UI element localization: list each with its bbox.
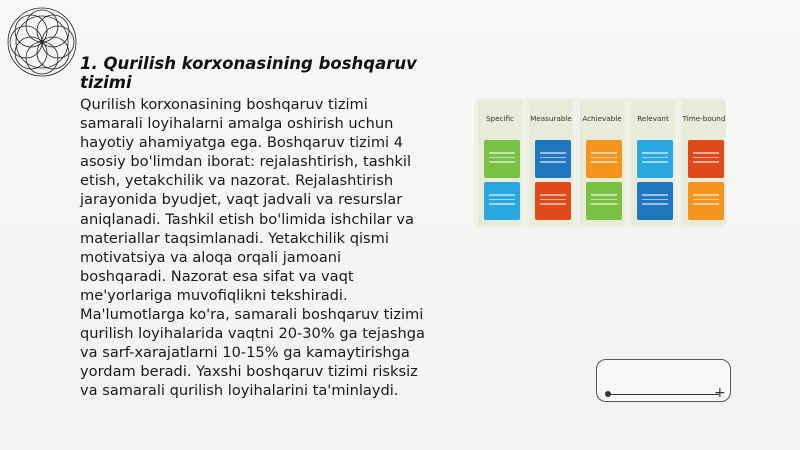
- smart-tile: [586, 140, 622, 178]
- timeline-start-dot: [605, 391, 611, 397]
- timeline-end-plus-icon: +: [714, 385, 726, 401]
- timeline-line: [609, 394, 719, 395]
- smart-column-label: Achievable: [582, 114, 622, 123]
- smart-column-label: Specific: [486, 114, 514, 123]
- smart-column: [682, 100, 726, 225]
- smart-tile: [484, 140, 520, 178]
- smart-tile: [688, 140, 724, 178]
- slide-body-text: Qurilish korxonasining boshqaruv tizimi samarali loyihalarni amalga oshirish uchun hayotiy ahamiyatga ega. Boshqaruv tizimi 4 asosiy bo'limdan iborat: rejalashtirish, tashkil etish, yetakchilik va nazorat. Rejalashtirish jarayonida byudjet, vaqt jadvali va resurslar aniqlanadi. Tashkil etish bo'limida ishchilar va materiallar taqsimlanadi. Yetakchilik qismi motivatsiya va aloqa orqali jamoani boshqaradi. Nazorat esa sifat va vaqt me'yorlariga muvofiqlikni tekshiradi. Ma'lumotlarga ko'ra, samarali boshqaruv tizimi qurilish loyihalarida vaqtni 20-30% ga tejashga va sarf-xarajatlarni 10-15% ga kamaytirishga yordam beradi. Yaxshi boshqaruv tizimi risksiz va samarali qurilish loyihalarini ta'minlaydi.: [80, 96, 425, 400]
- smart-goals-graphic: [474, 98, 724, 228]
- slide-title: 1. Qurilish korxonasining boshqaruv tizimi: [80, 54, 417, 92]
- smart-tile: [535, 182, 571, 220]
- smart-column: [529, 100, 573, 225]
- smart-column: [478, 100, 522, 225]
- smart-tile: [586, 182, 622, 220]
- smart-column: [631, 100, 675, 225]
- smart-column-label: Time-bound: [682, 114, 726, 123]
- smart-column: [580, 100, 624, 225]
- timeline-widget: [596, 359, 731, 402]
- smart-tile: [688, 182, 724, 220]
- smart-tile: [637, 140, 673, 178]
- smart-column-label: Measurable: [530, 114, 572, 123]
- smart-column-label: Relevant: [637, 114, 669, 123]
- smart-tile: [535, 140, 571, 178]
- decorative-circle-logo: [4, 4, 80, 80]
- smart-tile: [637, 182, 673, 220]
- smart-tile: [484, 182, 520, 220]
